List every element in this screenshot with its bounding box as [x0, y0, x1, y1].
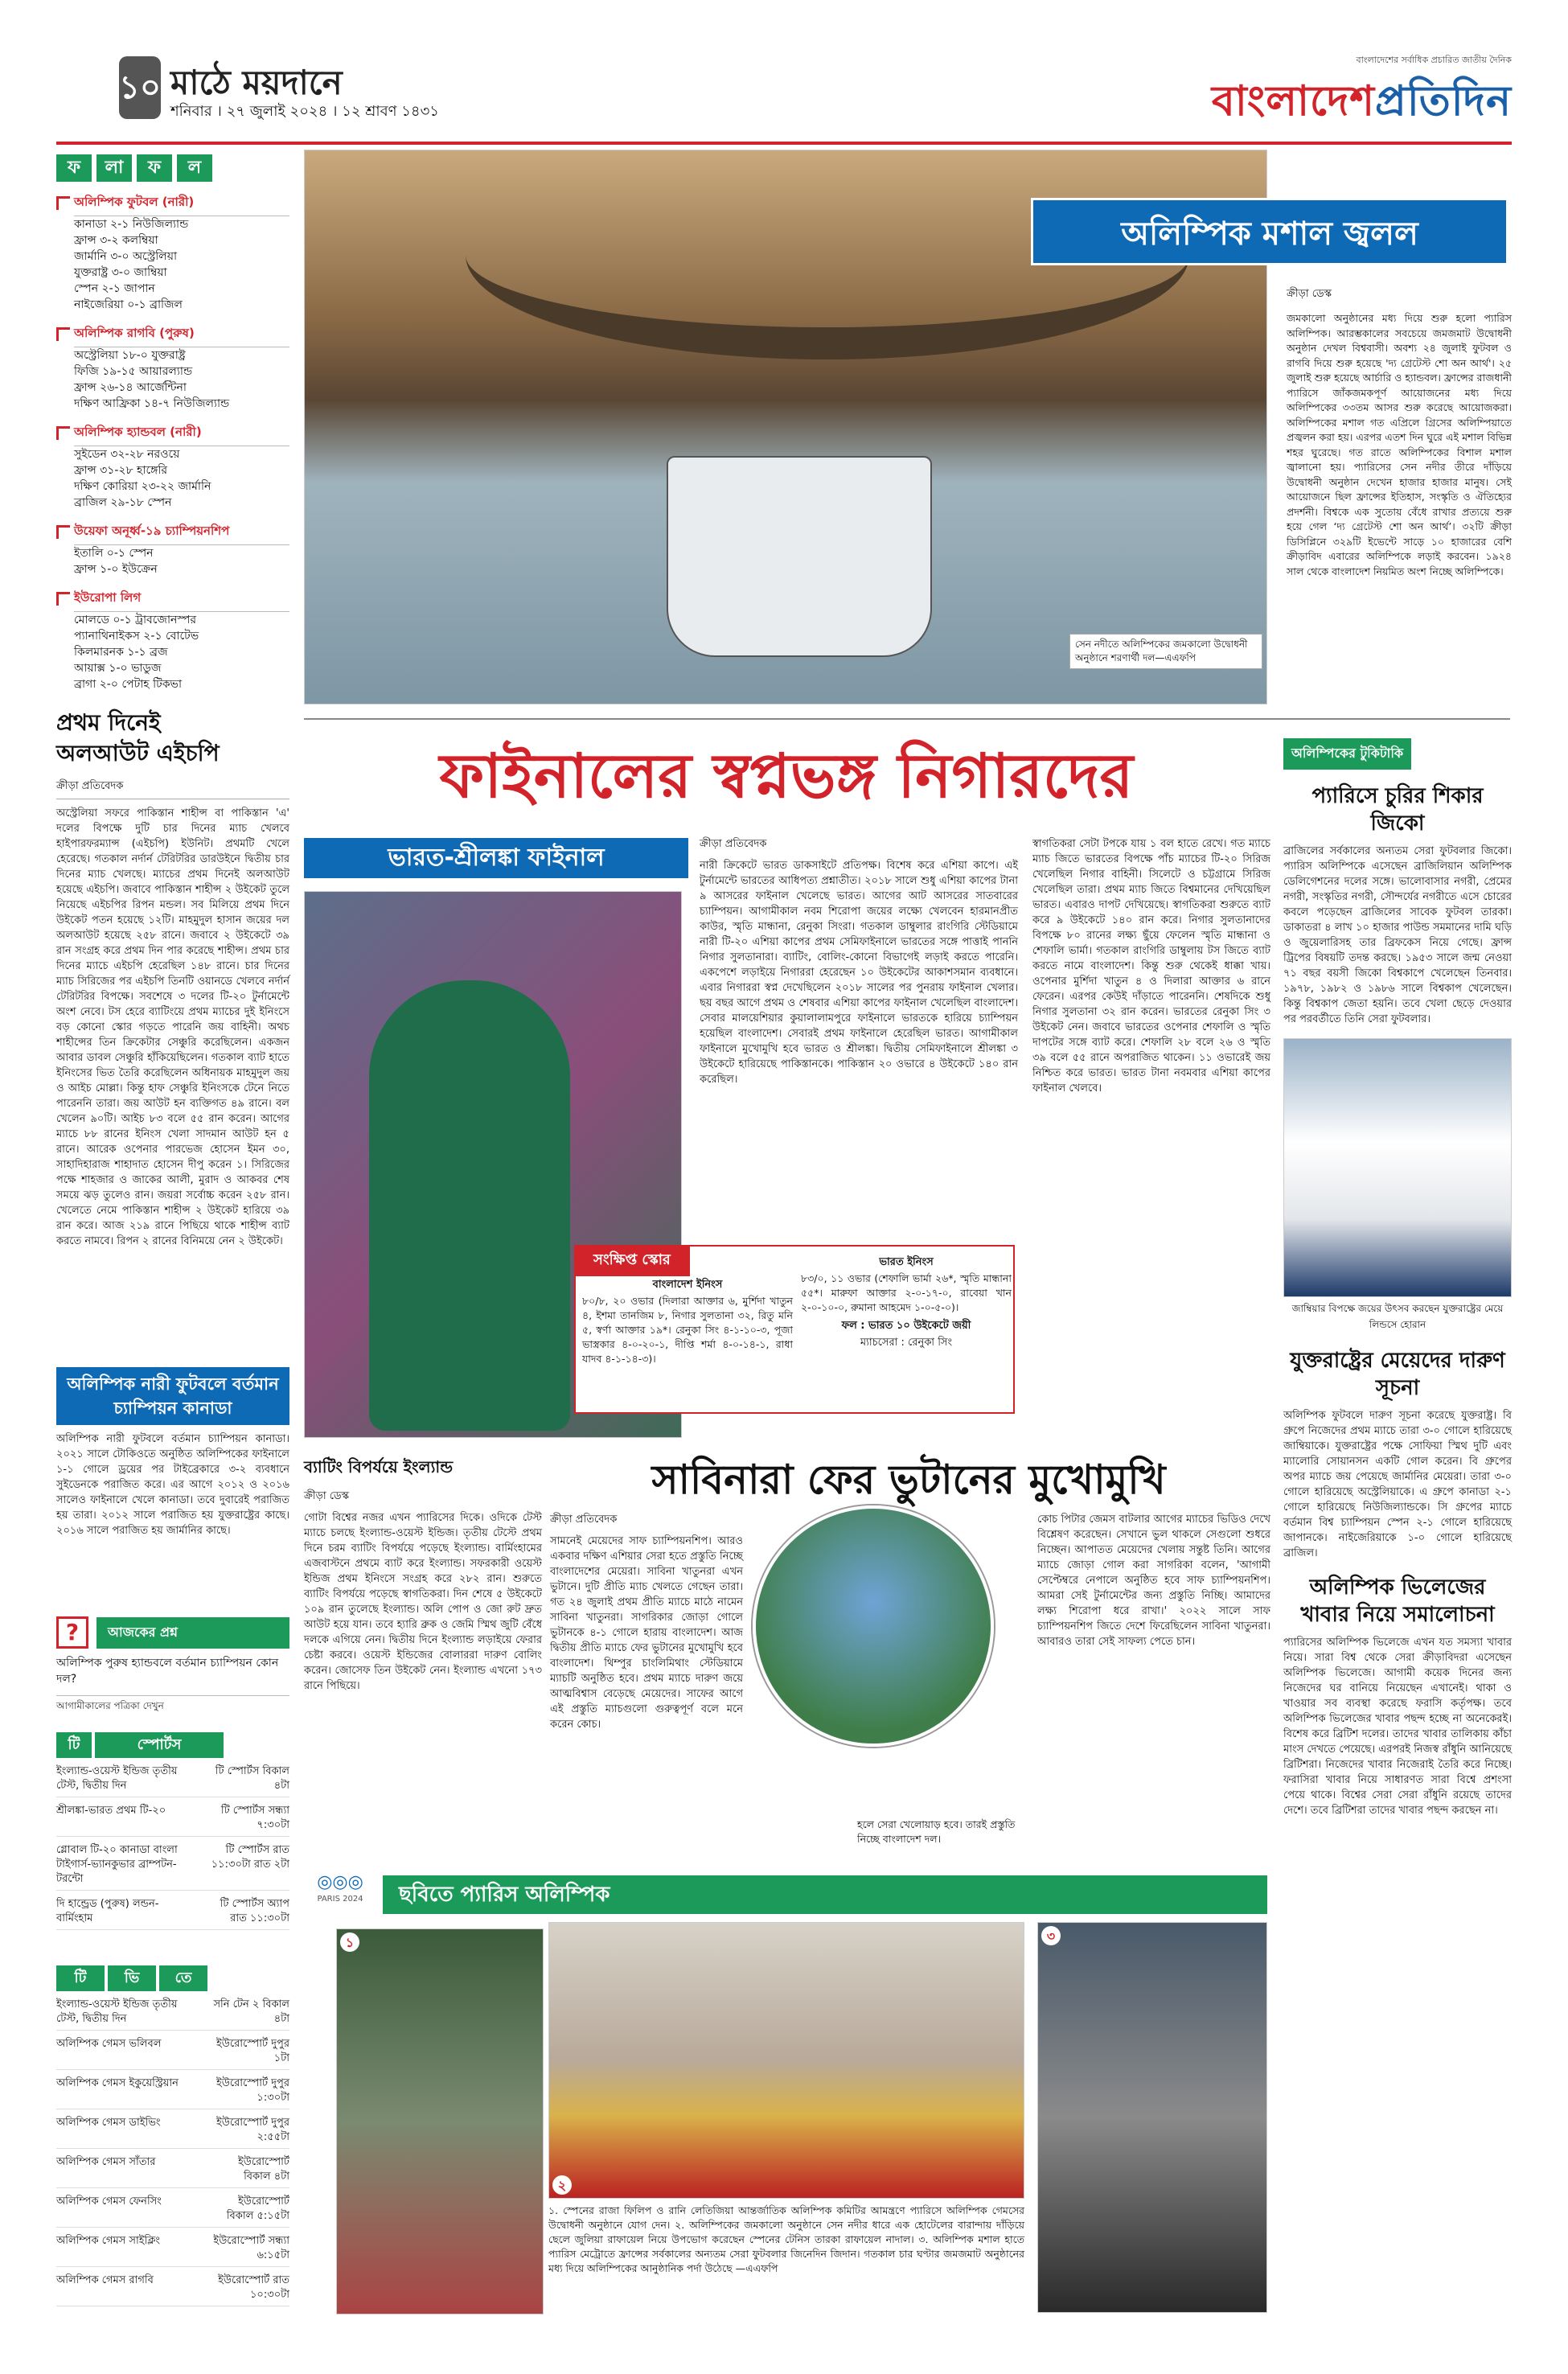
result-line: প্যানাথিনাইকস ২-১ বোটেভ: [74, 630, 199, 643]
final-byline: ক্রীড়া প্রতিবেদক: [700, 838, 767, 850]
photo-number-1: ১: [340, 1932, 359, 1952]
result-line: দক্ষিণ কোরিয়া ২৩-২২ জার্মানি: [74, 480, 211, 493]
result-line: যুক্তরাষ্ট্র ৩-০ জাম্বিয়া: [74, 266, 167, 279]
sabina-byline: ক্রীড়া প্রতিবেদক: [550, 1514, 618, 1526]
tv-event: ইংল্যান্ড-ওয়েস্ট ইন্ডিজ তৃতীয় টেস্ট, দ্বিতীয় দিন: [56, 1765, 178, 1792]
result-line: ফ্রান্স ৩-২ কলম্বিয়া: [74, 234, 158, 247]
tv-channel: ইউরোস্পোর্ট সন্ধ্যা ৬:১৫টা: [213, 2235, 289, 2261]
ind-innings: [801, 1255, 1012, 1352]
tv-row: [56, 2195, 289, 2228]
sabina-col1: [550, 1512, 743, 1866]
tv-head-2: স্পোর্টস: [95, 1732, 224, 1758]
hp-byline: ক্রীড়া প্রতিবেদক: [56, 778, 289, 799]
hp-headline: প্রথম দিনেই অলআউট এইচপি: [56, 709, 220, 766]
tv-channels-box: [56, 1954, 289, 2332]
england-byline: ক্রীড়া ডেস্ক: [304, 1490, 349, 1502]
result-line: ব্রাজিল ২৯-১৮ স্পেন: [74, 496, 172, 509]
torch-article: [1287, 286, 1512, 713]
result-group: [56, 193, 289, 313]
results-box: [56, 154, 289, 691]
gallery-title: ছবিতে প্যারিস অলিম্পিক: [383, 1875, 1267, 1914]
tukitaki-column: [1283, 738, 1512, 2331]
tv-row: [56, 2037, 289, 2070]
tv-event: অলিম্পিক গেমস ইকুয়েস্ট্রিয়ান: [56, 2077, 179, 2089]
divider-line: [304, 718, 1510, 720]
results-head: [56, 154, 289, 182]
result-group: [56, 423, 289, 511]
final-article-col1: [700, 836, 1018, 1242]
tv-event: অলিম্পিক গেমস সাইক্লিং: [56, 2235, 161, 2247]
scorecard-title: সংক্ষিপ্ত স্কোর: [574, 1245, 690, 1276]
bd-title: বাংলাদেশ ইনিংস: [652, 1279, 723, 1291]
zico-headline: প্যারিসে চুরির শিকার জিকো: [1311, 784, 1484, 836]
result-group: [56, 324, 289, 412]
sabina-photo: [753, 1505, 994, 1747]
village-headline: অলিম্পিক ভিলেজের খাবার নিয়ে সমালোচনা: [1300, 1575, 1495, 1627]
canada-box: [56, 1367, 289, 1608]
result-line: কিলমারনক ১-১ ব্রজ: [74, 646, 168, 659]
tv-event: অলিম্পিক গেমস রাগবি: [56, 2274, 154, 2286]
tv-row: [56, 2116, 289, 2149]
masthead-tagline: বাংলাদেশের সর্বাধিক প্রচারিত জাতীয় দৈনিক: [1356, 55, 1512, 65]
tv-row: [56, 2076, 289, 2109]
result-line: ফ্রান্স ৩১-২৮ হাঙ্গেরি: [74, 464, 168, 477]
tv-event: অলিম্পিক গেমস ডাইভিং: [56, 2117, 161, 2129]
results-head-3: ফ: [137, 154, 172, 182]
tv-channel: ইউরোস্পোর্ট বিকাল ৫:১৫টা: [226, 2195, 289, 2222]
gallery-caption: [548, 2204, 1024, 2316]
boat-shape: [667, 456, 932, 657]
tv-head-1: টি: [56, 1965, 105, 1991]
tv-event: অলিম্পিক গেমস সাঁতার: [56, 2156, 156, 2168]
result-line: ফিজি ১৯-১৫ আয়ারল্যান্ড: [74, 365, 193, 378]
gallery-photo-2: [548, 1922, 1024, 2199]
england-article: [304, 1456, 542, 1890]
result-line: ব্রাগা ২-০ পেটাহ টিকভা: [74, 678, 183, 691]
results-head-2: লা: [96, 154, 132, 182]
tv-channel: টি স্পোর্টস সন্ধ্যা ৭:৩০টা: [220, 1805, 289, 1831]
torch-banner: অলিম্পিক মশাল জ্বলল: [1031, 198, 1508, 265]
tv-channel: টি স্পোর্টস বিকাল ৪টা: [215, 1765, 289, 1792]
result-line: ইতালি ০-১ স্পেন: [74, 547, 154, 560]
logo-part-b: প্রতিদিন: [1375, 77, 1512, 125]
tv-channel: ইউরোস্পোর্ট দুপুর ২:৫৫টা: [216, 2117, 289, 2143]
tv-channel: টি স্পোর্টস অ্যাপ রাত ১১:৩০টা: [220, 1898, 289, 1924]
tv-row: [56, 2273, 289, 2306]
final-body-1: নারী ক্রিকেটে ভারত ডাকসাইটে প্রতিপক্ষ। বিশেষ করে এশিয়া কাপে। এই টুর্নামেন্টে ভারতের আধিপত্য প্রশ্নাতীত। ২০১৮ সালে শুধু এশিয়া কাপের টানা ৯ আসরের ফাইনাল খেলেছে ভারত। আগের আট আসরের সাতবারের চ্যাম্পিয়ন। আগামীকাল নবম শিরোপা জয়ের লক্ষ্যে খেলবেন হারমানপ্রীত কাউর, স্মৃতি মান্ধানা, রেনুকা সিংরা। গতকাল ডাম্বুলার রাংগিরি স্টেডিয়ামে নারী টি-২০ এশিয়া কাপের প্রথম সেমিফাইনালে ভারতের সঙ্গে পাত্তাই পাননি নিগার সুলতানারা। ব্যাটিং, বোলিং-কোনো বিভাগেই লড়াই করতে পারেনি। একপেশে লড়াইয়ে নিগাররা হেরেছেন ১০ উইকেটের আকাশসমান ব্যবধানে। এবার নিগাররা স্বপ্ন দেখেছিলেন ২০১৮ সালের পর পুনরায় ফাইনাল খেলার। ছয় বছর আগে প্রথম ও শেষবার এশিয়া কাপের ফাইনাল খেলেছিল বাংলাদেশ। সেবার মালয়েশিয়ার কুয়ালালামপুরে ফাইনালে ভারতকে হারিয়ে চ্যাম্পিয়ন হয়েছিল বাংলাদেশ। সেবারই প্রথম ফাইনালে হেরেছিল ভারত। আগামীকাল ফাইনালে মুখোমুখি হবে ভারত ও শ্রীলঙ্কা। দ্বিতীয় সেমিফাইনালে শ্রীলঙ্কা ৩ উইকেটে হারিয়েছে পাকিস্তানকে। পাকিস্তান ২০ ওভারে ৪ উইকেটে ১৪০ রান করেছিল।: [700, 860, 1018, 1086]
photo-number-2: ২: [552, 2175, 572, 2195]
bd-text: ৮০/৮, ২০ ওভার (দিলারা আক্তার ৬, মুর্শিদা খাতুন ৪, ইশমা তানজিম ৮, নিগার সুলতানা ৩২, রিতু মনি ৫, স্বর্ণা আক্তার ১৯*। রেনুকা সিং ৪-১-১০-৩, পূজা ভাস্ত্রকার ৪-০-২০-১, দীপ্তি শর্মা ৪-০-১৪-১, রাধা যাদব ৪-১-১৪-৩)।: [582, 1295, 793, 1365]
final-body-2: স্বাগতিকরা সেটা টপকে যায় ১ বল হাতে রেখে। গত ম্যাচে ম্যাচ জিতে ভারতের বিপক্ষে পাঁচ ম্যাচের টি-২০ সিরিজ খেলেছিল নিগার বাহিনী। সিলেটে ও চট্টগ্রামে সিরিজ খেলেছিল তারা। প্রথম ম্যাচ জিতে বিশ্বমানের দেখিয়েছিল ভারত। এবারও দাপট দেখিয়েছে। স্বাগতিকরা শুরুতে ব্যাট করে ৯ উইকেটে ১৪০ রান করে। নিগার সুলতানাদের বিপক্ষে ৮০ রানের লক্ষ্য ছুঁয়ে ফেলেন স্মৃতি মান্ধানা ও শেফালি ভার্মা। গতকাল রাংগিরি ডাম্বুলায় টস জিতে ব্যাট করতে নামে বাংলাদেশ। কিন্তু শুরু থেকেই ধাক্কা খায়। ওপেনার মুর্শিদা খাতুন ৪ ও দিলারা আক্তার ৬ রানে ফেরেন। এরপর কেউই দাঁড়াতে পারেননি। শেষদিকে শুধু নিগার সুলতানা ৩২ রান করেন। ভারতের রেনুকা সিং ৩ উইকেট নেন। জবাবে ভারতের ওপেনার শেফালি ও স্মৃতি দাপটের সঙ্গে ব্যাট করে। শেফালি ২৮ বলে ২৬ ও স্মৃতি ৩৯ বলে ৫৫ রানে অপরাজিত থাকেন। ১১ ওভারেই জয় নিশ্চিত করে ভারত। ভারত টানা নবমবার এশিয়া কাপের ফাইনাল খেলবে।: [1032, 838, 1270, 1095]
result-line: স্পেন ২-১ জাপান: [74, 282, 155, 295]
quiz-question: অলিম্পিক পুরুষ হ্যান্ডবলে বর্তমান চ্যাম্পিয়ন কোন দল?: [56, 1657, 279, 1686]
tv-channel: ইউরোস্পোর্ট দুপুর ১:৩০টা: [216, 2077, 289, 2104]
tukitaki-tab: অলিম্পিকের টুকিটাকি: [1283, 738, 1411, 770]
tv-row: [56, 1897, 289, 1930]
result-line: জার্মানি ৩-০ অস্ট্রেলিয়া: [74, 250, 178, 263]
tv-row: [56, 2155, 289, 2188]
tv-event: অলিম্পিক গেমস ভলিবল: [56, 2038, 162, 2050]
player-of-match: ম্যাচসেরা : রেনুকা সিং: [860, 1337, 953, 1349]
village-body: প্যারিসের অলিম্পিক ভিলেজে এখন যত সমস্যা খাবার নিয়ে। সারা বিশ্ব থেকে সেরা ক্রীড়াবিদরা এসেছেন অলিম্পিক ভিলেজে। আগামী কয়েক দিনের জন্য নিজেদের ঘর বানিয়ে নিয়েছেন এখানেই। থাকা ও খাওয়ার সব ব্যবস্থা করেছে ফরাসি কর্তৃপক্ষ। তবে অলিম্পিক ভিলেজের খাবার পছন্দ হচ্ছে না অনেকেরই। বিশেষ করে ব্রিটিশ দলের। তাদের খাবার তালিকায় কাঁচা মাংস দেখতে পেয়েছে। এরপরই নিজস্ব রাঁধুনি আনিয়েছে ব্রিটিশরা। নিজেদের খাবার নিজেরাই তৈরি করে নিচ্ছে। ফরাসিরা খাবার নিয়ে সাধারণত সারা বিশ্বে প্রশংসা পেয়ে থাকে। বিশ্বের সেরা সেরা রাঁধুনি রয়েছে তাদের দেশে। তবে ব্রিটিশরা তাদের খাবার পছন্দ করছেন না।: [1283, 1637, 1512, 1817]
section-title: মাঠে ময়দানে: [170, 63, 343, 102]
result-line: দক্ষিণ আফ্রিকা ১৪-৭ নিউজিল্যান্ড: [74, 397, 230, 410]
result-line: কানাডা ২-১ নিউজিল্যান্ড: [74, 218, 189, 231]
final-kicker: ভারত-শ্রীলঙ্কা ফাইনাল: [304, 838, 688, 878]
tv-row: [56, 1804, 289, 1837]
hp-body: অস্ট্রেলিয়া সফরে পাকিস্তান শাহীন্স বা পাকিস্তান 'এ' দলের বিপক্ষে দুটি চার দিনের ম্যাচ খেলবে হাইপারফরম্যান্স (এইচপি) ইউনিট। প্রথমটি খেলে হেরেছে। গতকাল নর্দার্ন টেরিটরির ডারউইনে দ্বিতীয় চার দিনের ম্যাচ খেলছে। ম্যাচের প্রথম দিনেই অলআউট হয়েছে এইচপি। জবাবে পাকিস্তান শাহীন্স ২ উইকেট তুলে নিয়েছে এইচপির রিপন মন্ডল। সব মিলিয়ে প্রথম দিনে উইকেট পতন হয়েছে ১২টি। মাহমুদুল হাসান জয়ের দল অলআউট হয়েছে ২৫৮ রানে। জবাবে ২ উইকেটে ৩৯ রান সংগ্রহ করে প্রথম দিন পার করেছে শাহীন্স। প্রথম চার দিনের ম্যাচে এইচপি হেরেছিল ১৪৮ রানে। চার দিনের ম্যাচ সিরিজের পর এইচপি তিনটি ওয়ানডে খেলবে নর্দার্ন টেরিটরির বিপক্ষে। সবশেষে ৩ দলের টি-২০ টুর্নামেন্টে অংশ নেবে। টস হেরে ব্যাটিংয়ে প্রথম ম্যাচের দুই ইনিংসে বড় কোনো স্কোর গড়তে পারেনি জয় বাহিনী। অথচ শাহীন্সের তিন ক্রিকেটার সেঞ্চুরি করেছিলেন। একজন আবার ডাবল সেঞ্চুরি হাঁকিয়েছিলেন। গতকাল ব্যাট হাতে ইনিংসের ভিত তৈরি করেছিলেন অধিনায়ক মাহমুদুল জয় ও আইচ মোল্লা। কিন্তু হাফ সেঞ্চুরি ইনিংসকে টেনে নিতে পারেননি তারা। জয় আউট হন ব্যক্তিগত ৪৯ রানে। বল খেলেন ৯০টি। আইচ ৮৩ বলে ৫৫ রান করেন। আগের ম্যাচে ৮৮ রানের ইনিংস খেলা সাদমান আউট হন ৫ রানে। আরেক ওপেনার পারভেজ হোসেন ইমন ৩০, সাহাদিহারাজ শাহাদাত হোসেন দীপু করেন ১। সিরিজের পক্ষে শাহজার ও জাকের আলী, মুরাদ ও আকবর শেষ সময়ে ঝড় তুলেও রান। জয়রা সর্বোচ্চ করেন ২৫৮ রান। খেলেতে নেমে পাকিস্তান শাহীন্স ২ উইকেট হারিয়ে ৩৯ রান করে। আজ ২১৯ রানে পিছিয়ে থাকে শাহীন্স ব্যাট করতে নামবে। রিপন ২ রানের বিনিময়ে নেন ২ উইকেট।: [56, 807, 289, 1247]
result-group: [56, 522, 289, 577]
result-title: অলিম্পিক হ্যান্ডবল (নারী): [74, 423, 289, 446]
result-line: সুইডেন ৩২-২৮ নরওয়ে: [74, 448, 180, 461]
sabina-body-2: কোচ পিটার জেমস বাটলার আগের ম্যাচের ভিডিও দেখে বিশ্লেষণ করেছেন। সেখানে ভুল থাকলে সেগুলো শুধরে নিচ্ছেন। আপাতত মেয়েদের খেলায় সন্তুষ্ট তিনি। আগের ম্যাচে জোড়া গোল করা সাগরিকা বলেন, 'আগামী সেপ্টেম্বরে নেপালে অনুষ্ঠিত হবে সাফ চ্যাম্পিয়নশিপ। আমরা সেই টুর্নামেন্টের জন্য প্রস্তুতি নিচ্ছি। আমাদের লক্ষ্য শিরোপা ধরে রাখা।' ২০২২ সালে সাফ চ্যাম্পিয়নশিপ জিতে দেশে ফিরেছিলেন সাবিনা খাতুনরা। আবারও তারা সেই সাফল্য পেতে চান।: [1037, 1514, 1270, 1648]
tv-channel: সনি টেন ২ বিকাল ৪টা: [213, 1998, 289, 2025]
result-line: নাইজেরিয়া ০-১ ব্রাজিল: [74, 298, 183, 311]
scorecard: [574, 1245, 1015, 1414]
masthead: [1212, 53, 1512, 138]
result-title: ইউরোপা লিগ: [74, 589, 289, 612]
result-title: উয়েফা অনূর্ধ্ব-১৯ চ্যাম্পিয়নশিপ: [74, 522, 289, 545]
question-icon: ?: [56, 1616, 88, 1649]
tv-sports-head: [56, 1732, 289, 1758]
tv-event: গ্লোবাল টি-২০ কানাডা বাংলা টাইগার্স-ভ্যানকুভার ব্রাম্পটন-টরন্টো: [56, 1844, 178, 1885]
result-title: অলিম্পিক রাগবি (পুরুষ): [74, 324, 289, 347]
result-line: অস্ট্রেলিয়া ১৮-০ যুক্তরাষ্ট্র: [74, 349, 186, 362]
result-line: মোলডে ০-১ ট্রাবজোনস্পর: [74, 614, 197, 626]
sabina-col2: [1037, 1512, 1270, 1874]
page-date: শনিবার । ২৭ জুলাই ২০২৪ । ১২ শ্রাবণ ১৪৩১: [170, 103, 439, 120]
rings-icon: ◎◎◎: [317, 1872, 363, 1892]
final-headline: ফাইনালের স্বপ্নভঙ্গ নিগারদের: [439, 740, 1134, 811]
result-line: ফ্রান্স ১-০ ইউক্রেন: [74, 563, 158, 576]
tv-event: শ্রীলঙ্কা-ভারত প্রথম টি-২০: [56, 1805, 166, 1817]
tv-event: দি হান্ড্রেড (পুরুষ) লন্ডন-বার্মিংহাম: [56, 1898, 159, 1924]
tv-channel: ইউরোস্পোর্ট রাত ১০:৩০টা: [218, 2274, 289, 2301]
paris-logo: [306, 1871, 375, 1922]
sabina-caption: হলে সেরা খেলোয়াড় হবে। তারই প্রস্তুতি নিচ্ছে বাংলাদেশ দল।: [857, 1818, 1016, 1845]
england-headline: ব্যাটিং বিপর্যয়ে ইংল্যান্ড: [304, 1457, 454, 1477]
sabina-body-1: সামনেই মেয়েদের সাফ চ্যাম্পিয়নশিপ। আরও একবার দক্ষিণ এশিয়ার সেরা হতে প্রস্তুতি নিচ্ছে বাংলাদেশের মেয়েরা। সাবিনা খাতুনরা এখন ভুটানে। দুটি প্রীতি ম্যাচ খেলতে গেছেন তারা। গত ২৪ জুলাই প্রথম প্রীতি ম্যাচে মাঠে নামেন সাবিনা খাতুনরা। সাগরিকার জোড়া গোলে ভুটানকে ৪-১ গোলে হারায় বাংলাদেশ। আজ দ্বিতীয় প্রীতি ম্যাচে ফের ভুটানের মুখোমুখি হবে বাংলাদেশ। থিম্পুর চাংলিমিথাং স্টেডিয়ামে ম্যাচটি অনুষ্ঠিত হবে। প্রথম ম্যাচে দারুণ জয়ে আত্মবিশ্বাস বেড়েছে মেয়েদের। সাফের আগে এই প্রস্তুতি ম্যাচগুলো গুরুত্বপূর্ণ বলে মনে করেন কোচ।: [550, 1535, 743, 1731]
england-body: গোটা বিশ্বের নজর এখন প্যারিসের দিকে। ওদিকে টেস্ট ম্যাচে চলছে ইংল্যান্ড-ওয়েস্ট ইন্ডিজ। তৃতীয় টেস্টে প্রথম দিনে চরম ব্যাটিং বিপর্যয়ে পড়েছে ইংল্যান্ড। বার্মিংহামের এজবাস্টনে প্রথমে ব্যাট করে ইংল্যান্ড। সফরকারী ওয়েস্ট ইন্ডিজ প্রথম ইনিংসে সংগ্রহ করে ২৮২ রান। শুরুতে ব্যাটিং বিপর্যয়ে পড়েছে স্বাগতিকরা। দিন শেষে ৫ উইকেটে ১০৯ রান তুলেছে ইংল্যান্ড। অলি পোপ ও জো রুট দ্রুত আউট হয়ে যান। তবে হ্যারি ব্রুক ও জেমি স্মিথ জুটি বেঁধে দলকে এগিয়ে নেন। দ্বিতীয় দিনে ইংল্যান্ড লড়াইয়ে ফেরার চেষ্টা করবে। ওয়েস্ট ইন্ডিজের বোলাররা দারুণ বোলিং করেন। জোসেফ তিন উইকেট নেন। ইংল্যান্ড এখনো ১৭৩ রানে পিছিয়ে।: [304, 1512, 542, 1692]
result-title: অলিম্পিক ফুটবল (নারী): [74, 193, 289, 216]
tv-row: [56, 1998, 289, 2031]
tv-row: [56, 2234, 289, 2267]
results-head-1: ফ: [56, 154, 92, 182]
bd-innings: [582, 1277, 793, 1366]
gallery-caption-text: ১. স্পেনের রাজা ফিলিপ ও রানি লেতিজিয়া আন্তর্জাতিক অলিম্পিক কমিটির আমন্ত্রণে প্যারিসে অলিম্পিক গেমসের উদ্বোধনী অনুষ্ঠানে যোগ দেন। ২. অলিম্পিকের জমকালো অনুষ্ঠানে সেন নদীর ধারে এক হোটেলের বারান্দায় দাঁড়িয়ে ছেলে জুলিয়া রাফায়েল নিয়ে উপভোগ করেছেন স্পেনের টেনিস তারকা রাফায়েল নাদাল। ৩. অলিম্পিক মশাল হাতে প্যারিস মেট্রোতে ফ্রান্সের সর্বকালের অন্যতম সেরা ফুটবলার জিনেদিন জিদান। গতকাল চার ঘণ্টার জমজমাট অনুষ্ঠানের মধ্য দিয়ে অলিম্পিকের আনুষ্ঠানিক পর্দা উঠেছে —এএফপি: [548, 2204, 1024, 2274]
tv-row: [56, 1764, 289, 1797]
ind-text: ৮৩/০, ১১ ওভার (শেফালি ভার্মা ২৬*, স্মৃতি মান্ধানা ৫৫*। মারুফা আক্তার ২-০-১৭-০, রাবেয়া খান ২-০-১০-০, রুমানা আহমেদ ১-০-৫-০)।: [801, 1272, 1012, 1313]
torch-byline: ক্রীড়া ডেস্ক: [1287, 288, 1332, 300]
page-number: ১০: [119, 56, 161, 119]
tv-channel: ইউরোস্পোর্ট বিকাল ৪টা: [237, 2156, 289, 2183]
tv-channels-head: [56, 1965, 289, 1991]
quiz-hint: আগামীকালের পত্রিকা দেখুন: [56, 1695, 289, 1715]
zico-body: ব্রাজিলের সর্বকালের অন্যতম সেরা ফুটবলার জিকো। প্যারিস অলিম্পিকে এসেছেন ব্রাজিলিয়ান অলিম্পিক ডেলিগেশনের দলের সঙ্গে। ভালোবাসার নগরী, প্রেমের নগরী, সংস্কৃতির নগরী, সৌন্দর্যের নগরীতে এসে চোরের কবলে পড়েছেন ব্রাজিলের সাবেক ফুটবল তারকা। ডাকাতরা ৪ লাখ ১০ হাজার পাউন্ড সমমানের দামি ঘড়ি ও জুয়েলারিসহ তার ব্রিফকেস নিয়ে গেছে। ফ্রান্স ট্রিপের বিষয়টি তদন্ত করছে। ১৯৫৩ সালে জন্ম নেওয়া ৭১ বছর বয়সী জিকো বিশ্বকাপে খেলেছেন তিনবার। ১৯৭৮, ১৯৮২ ও ১৯৮৬ সালে বিশ্বকাপ খেলেছেন। কিন্তু বিশ্বকাপ জেতা হয়নি। তবে খেলা ছেড়ে দেওয়ার পর পরবর্তীতে তিনি সেরা ফুটবলার।: [1283, 845, 1512, 1025]
result-line: ফ্রান্স ২৬-১৪ আর্জেন্টিনা: [74, 381, 187, 394]
gallery-photo-3: [1037, 1922, 1267, 2313]
masthead-logo[interactable]: [1212, 68, 1512, 138]
tv-event: অলিম্পিক গেমস ফেনসিং: [56, 2195, 162, 2208]
canada-body: অলিম্পিক নারী ফুটবলে বর্তমান চ্যাম্পিয়ন কানাডা। ২০২১ সালে টোকিওতে অনুষ্ঠিত অলিম্পিকের ফাইনালে ১-১ গোলে ড্রয়ের পর টাইব্রেকারে ৩-২ ব্যবধানে সুইডেনকে পরাজিত করে। এর আগে ২০১২ ও ২০১৬ সালেও ফাইনালে খেলে কানাডা। তবে দুবারেই পরাজিত হয় তারা। ২০১২ সালে পরাজিত হয় যুক্তরাষ্ট্রের কাছে। ২০১৬ সালে পরাজিত হয় জার্মানির কাছে।: [56, 1433, 289, 1537]
result-group: [56, 589, 289, 692]
tv-sports-box: [56, 1721, 289, 1946]
horan-photo: [1283, 1038, 1512, 1297]
tv-head-3: তে: [159, 1965, 207, 1991]
horan-caption: জাম্বিয়ার বিপক্ষে জয়ের উৎসব করছেন যুক্তরাষ্ট্রের মেয়ে লিন্ডসে হোরান: [1291, 1303, 1504, 1330]
usa-body: অলিম্পিক ফুটবলে দারুণ সূচনা করেছে যুক্তরাষ্ট্র। বি গ্রুপে নিজেদের প্রথম ম্যাচে তারা ৩-০ গোলে হারিয়েছে জাম্বিয়াকে। যুক্তরাষ্ট্রের পক্ষে সোফিয়া স্মিথ দুটি এবং ম্যালোরি সোয়ানসন একটি গোল করেন। বি গ্রুপের অপর ম্যাচে জয় পেয়েছে জার্মানির মেয়েরা। তারা ৩-০ গোলে হারিয়েছে অস্ট্রেলিয়াকে। এ গ্রুপে কানাডা ২-১ গোলে হারিয়েছে নিউজিল্যান্ডকে। সি গ্রুপের ম্যাচে বর্তমান বিশ্ব চ্যাম্পিয়ন স্পেন ২-১ গোলে হারিয়েছে জাপানকে। নাইজেরিয়াকে ১-০ গোলে হারিয়েছে ব্রাজিল।: [1283, 1410, 1512, 1559]
match-result: ফল : ভারত ১০ উইকেটে জয়ী: [841, 1320, 971, 1332]
tv-channel: টি স্পোর্টস রাত ১১:৩০টা রাত ২টা: [211, 1844, 289, 1871]
sabina-headline: সাবিনারা ফের ভুটানের মুখোমুখি: [651, 1456, 1166, 1503]
tv-head-2: ভি: [108, 1965, 156, 1991]
final-article-col2: [1032, 836, 1270, 1448]
ind-title: ভারত ইনিংস: [879, 1256, 934, 1268]
tv-row: [56, 1843, 289, 1891]
logo-part-a: বাংলাদেশ: [1211, 77, 1376, 125]
results-head-4: ল: [177, 154, 212, 182]
hp-article: [56, 708, 289, 1351]
torch-caption: সেন নদীতে অলিম্পিকের জমকালো উদ্বোধনী অনুষ্ঠানে শরণার্থী দল—এএফপি: [1069, 634, 1262, 669]
paris-logo-text: PARIS 2024: [317, 1895, 363, 1904]
result-line: আয়াক্স ১-০ ভাডুজ: [74, 662, 162, 675]
canada-headline: অলিম্পিক নারী ফুটবলে বর্তমান চ্যাম্পিয়ন কানাডা: [56, 1367, 289, 1425]
quiz-box: [56, 1616, 289, 1737]
photo-number-3: ৩: [1041, 1926, 1061, 1945]
quiz-label: আজকের প্রশ্ন: [96, 1617, 289, 1649]
gallery-photo-1: [336, 1928, 544, 2314]
header-rule: [56, 142, 1512, 145]
torch-body: জমকালো অনুষ্ঠানের মধ্য দিয়ে শুরু হলো প্যারিস অলিম্পিক। আরম্ভকালের সবচেয়ে জমজমাট উদ্বোধনী অনুষ্ঠান দেখল বিশ্ববাসী। অবশ্য ২৪ জুলাই ফুটবল ও রাগবি দিয়ে শুরু হয়েছে 'দ্য গ্রেটেস্ট শো অন আর্থ'। ২৫ জুলাই শুরু হয়েছে আর্চারি ও হ্যান্ডবল। ফ্রান্সের রাজধানী প্যারিসে জাঁকজমকপূর্ণ আয়োজনের মধ্য দিয়ে অলিম্পিকের ৩৩তম আসর শুরু করেছে আয়োজকরা। অলিম্পিকের মশাল গত এপ্রিলে গ্রিসের অলিম্পিয়াতে প্রজ্বলন করা হয়। এরপর এতশ দিন ঘুরে এই মশাল বিভিন্ন শহর ঘুরেছে। গত রাতে অলিম্পিকের বিশাল মশাল জ্বালানো হয়। প্যারিসের সেন নদীর তীরে দাঁড়িয়ে উদ্বোধনী অনুষ্ঠান দেখেন হাজার হাজার মানুষ। সেই আয়োজনে ছিল ফ্রান্সের ইতিহাস, সংস্কৃতি ও ঐতিহ্যের প্রদর্শনী। বিশ্বকে এক সুতোয় বেঁধে রাখার প্রত্যয়ে শুরু হয়ে গেল ‘দ্য গ্রেটেস্ট শো অন আর্থ’। ৩২টি ক্রীড়া ডিসিপ্লিনে ৩২৯টি ইভেন্টে সাড়ে ১০ হাজারের বেশি ক্রীড়াবিদ এবারের অলিম্পিকে লড়াই করবেন। ১৯২৪ সাল থেকে বাংলাদেশ নিয়মিত অংশ নিচ্ছে অলিম্পিকে।: [1287, 312, 1512, 577]
tv-event: ইংল্যান্ড-ওয়েস্ট ইন্ডিজ তৃতীয় টেস্ট, দ্বিতীয় দিন: [56, 1998, 178, 2025]
usa-headline: যুক্তরাষ্ট্রের মেয়েদের দারুণ সূচনা: [1290, 1349, 1505, 1400]
tv-channel: ইউরোস্পোর্ট দুপুর ১টা: [216, 2038, 289, 2064]
player-shape: [369, 980, 570, 1431]
tv-head-1: টি: [56, 1732, 92, 1758]
